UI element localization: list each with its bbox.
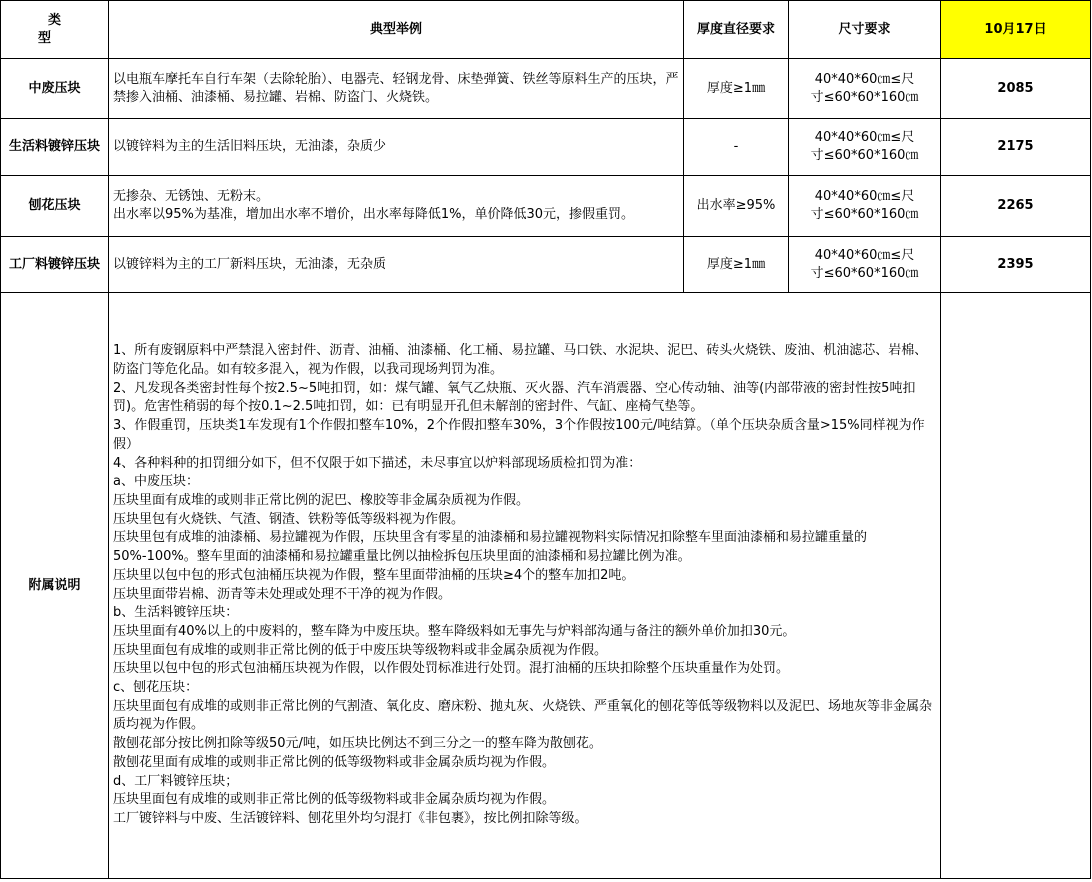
note-line: 压块里面带岩棉、沥青等未处理或处理不干净的视为作假。 (113, 586, 452, 602)
notes-empty-cell (941, 293, 1091, 879)
header-size: 尺寸要求 (789, 1, 941, 59)
size-line: 寸≤60*60*160㎝ (810, 207, 919, 222)
row-thickness: 厚度≥1㎜ (684, 237, 789, 293)
notes-content (109, 293, 941, 879)
size-line: 寸≤60*60*160㎝ (810, 89, 919, 105)
table-row (1, 237, 1091, 293)
size-line: 寸≤60*60*160㎝ (810, 265, 919, 281)
note-line: 压块里包有成堆的油漆桶、易拉罐视为作假，压块里含有零星的油漆桶和易拉罐视物料实际情况扣除整车里面油漆桶和易拉罐重量的50%-100%。整车里面的油漆桶和易拉罐重量比例以抽检拆包压块里面的油漆桶和易拉罐比例为准。 (113, 530, 868, 565)
row-type: 中废压块 (1, 59, 109, 119)
size-line: 40*40*60㎝≤尺 (814, 189, 915, 204)
header-example: 典型举例 (109, 1, 684, 59)
notes-label: 附属说明 (1, 293, 109, 879)
note-line: 4、各种料种的扣罚细分如下，但不仅限于如下描述，未尽事宜以炉料部现场质检扣罚为准： (113, 455, 642, 471)
header-date: 10月17日 (941, 1, 1091, 59)
note-line: 压块里面包有成堆的或则非正常比例的气割渣、氧化皮、磨床粉、抛丸灰、火烧铁、严重氧化的刨花等低等级物料以及泥巴、场地灰等非金属杂质均视为作假。 (113, 698, 933, 733)
note-line: d、工厂料镀锌压块； (113, 773, 239, 789)
row-price: 2085 (941, 59, 1091, 119)
row-size (789, 119, 941, 176)
note-line: 压块里面有成堆的或则非正常比例的泥巴、橡胶等非金属杂质视为作假。 (113, 492, 530, 508)
row-type: 生活料镀锌压块 (1, 119, 109, 176)
size-line: 40*40*60㎝≤尺 (814, 71, 915, 87)
row-example (109, 59, 684, 119)
note-line: 压块里面包有成堆的或则非正常比例的低等级物料或非金属杂质均视为作假。 (113, 792, 556, 808)
note-line: 3、作假重罚，压块类1车发现有1个作假扣整车10%，2个作假扣整车30%，3个作假按100元/吨结算。（单个压块杂质含量>15%同样视为作假） (113, 418, 925, 452)
note-line: a、中废压块： (113, 474, 199, 490)
example-line: 无掺杂、无锈蚀、无粉末。 (113, 189, 270, 204)
note-line: 压块里面包有成堆的或则非正常比例的低于中废压块等级物料或非金属杂质视为作假。 (113, 642, 608, 658)
row-thickness: 厚度≥1㎜ (684, 59, 789, 119)
row-size (789, 59, 941, 119)
row-type: 刨花压块 (1, 176, 109, 237)
row-example (109, 237, 684, 293)
note-line: 压块里包有火烧铁、气渣、钢渣、铁粉等低等级料视为作假。 (113, 511, 465, 527)
row-price: 2175 (941, 119, 1091, 176)
note-line: 散刨花里面有成堆的或则非正常比例的低等级物料或非金属杂质均视为作假。 (113, 754, 556, 770)
note-line: 压块里以包中包的形式包油桶压块视为作假，整车里面带油桶的压块≥4个的整车加扣2吨。 (113, 567, 635, 583)
example-line: 以电瓶车摩托车自行车架（去除轮胎）、电器壳、轻钢龙骨、床垫弹簧、铁丝等原料生产的压块，严禁掺入油桶、油漆桶、易拉罐、岩棉、防盗门、火烧铁。 (113, 71, 679, 105)
note-line: b、生活料镀锌压块： (113, 605, 239, 621)
row-example (109, 176, 684, 237)
row-price: 2265 (941, 176, 1091, 237)
header-thickness: 厚度直径要求 (684, 1, 789, 59)
example-line: 出水率以95%为基准，增加出水率不增价，出水率每降低1%，单价降低30元，掺假重罚。 (113, 207, 635, 222)
row-type: 工厂料镀锌压块 (1, 237, 109, 293)
row-thickness: - (684, 119, 789, 176)
table-row (1, 176, 1091, 237)
note-line: 工厂镀锌料与中废、生活镀锌料、刨花里外均匀混打《非包裹》，按比例扣除等级。 (113, 810, 588, 826)
row-price: 2395 (941, 237, 1091, 293)
example-line: 以镀锌料为主的生活旧料压块，无油漆，杂质少 (113, 139, 387, 154)
row-size (789, 237, 941, 293)
row-size (789, 176, 941, 237)
note-line: 散刨花部分按比例扣除等级50元/吨，如压块比例达不到三分之一的整车降为散刨花。 (113, 736, 602, 752)
example-line: 以镀锌料为主的工厂新料压块，无油漆，无杂质 (113, 256, 387, 272)
table-row (1, 59, 1091, 119)
size-line: 寸≤60*60*160㎝ (810, 148, 919, 163)
size-line: 40*40*60㎝≤尺 (814, 247, 915, 263)
note-line: c、刨花压块： (113, 680, 199, 696)
header-type: 类 型 (1, 1, 109, 59)
note-line: 压块里面有40%以上的中废料的，整车降为中废压块。整车降级料如无事先与炉料部沟通与备注的额外单价加扣30元。 (113, 623, 796, 639)
row-example (109, 119, 684, 176)
note-line: 1、所有废钢原料中严禁混入密封件、沥青、油桶、油漆桶、化工桶、易拉罐、马口铁、水泥块、泥巴、砖头火烧铁、废油、机油滤芯、岩棉、防盗门等危化品。如有较多混入，视为作假，以我司现场判罚为准。 (113, 343, 928, 378)
size-line: 40*40*60㎝≤尺 (814, 130, 915, 145)
table-row (1, 119, 1091, 176)
row-thickness: 出水率≥95% (684, 176, 789, 237)
notes-row (1, 293, 1091, 879)
note-line: 2、凡发现各类密封性每个按2.5~5吨扣罚，如：煤气罐、氧气乙炔瓶、灭火器、汽车消震器、空心传动轴、油等(内部带液的密封性按5吨扣罚)。危害性稍弱的每个按0.1~2.5吨扣罚，如：已有明显开孔但未解剖的密封件、气缸、座椅气垫等。 (113, 380, 916, 415)
header-row (1, 1, 1091, 59)
note-line: 压块里以包中包的形式包油桶压块视为作假，以作假处罚标准进行处罚。混打油桶的压块扣除整个压块重量作为处罚。 (113, 661, 790, 677)
